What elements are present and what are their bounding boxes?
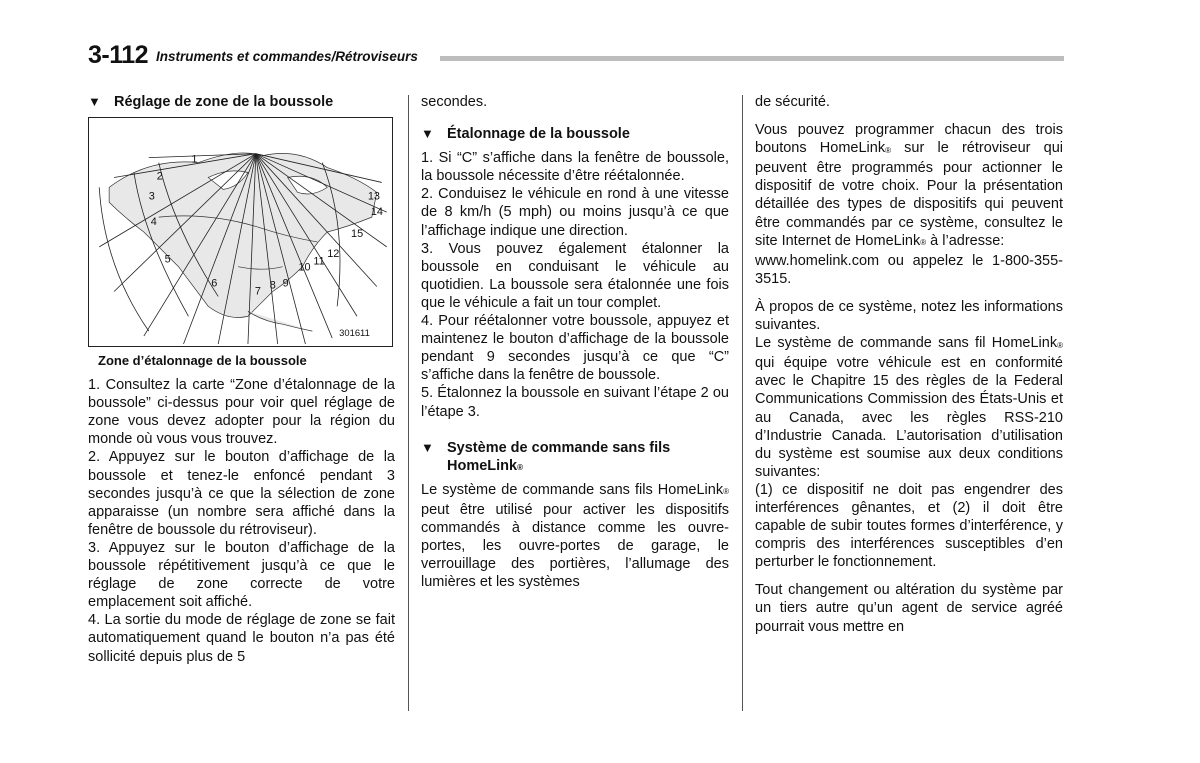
compass-zone-map-drawing	[89, 118, 392, 346]
section-title: Instruments et commandes/Rétroviseurs	[156, 49, 418, 64]
zone-label-7: 7	[254, 285, 261, 298]
compass-zone-map	[88, 117, 393, 347]
zone-label-9: 9	[282, 277, 289, 290]
column-divider	[408, 95, 409, 711]
column-1	[88, 93, 395, 666]
figure-code: 301611	[339, 327, 370, 339]
zone-label-12: 12	[327, 247, 340, 260]
zone-step-4: 4. La sortie du mode de réglage de zone se fait automatiquement quand le bouton n’a pas été sollicité depuis plus de 5	[88, 612, 395, 665]
triangle-bullet-icon: ▼	[88, 94, 101, 109]
zone-label-11: 11	[313, 255, 325, 268]
conditions-text: (1) ce dispositif ne doit pas engendrer des interférences gênantes, et (2) il doit être capable de subir toutes formes d’interférence, y compris des interférences susceptibles d’en perturber le fonctionnement.	[755, 481, 1063, 571]
heading-homelink: ▼ Système de commande sans fils HomeLink®	[421, 439, 671, 474]
zone-label-8: 8	[269, 279, 276, 292]
cal-step-2: 2. Conduisez le véhicule en rond à une vitesse de 8 km/h (5 mph) ou moins jusqu’à ce que l’affichage indique une direction.	[421, 186, 729, 239]
heading-zone: ▼ Réglage de zone de la boussole	[88, 94, 334, 110]
page-number: 3-112	[88, 41, 149, 69]
zone-label-1: 1	[191, 153, 198, 166]
page-header	[88, 40, 1064, 70]
cal-step-5: 5. Étalonnez la boussole en suivant l’étape 2 ou l’étape 3.	[421, 385, 729, 420]
heading-calibration: ▼ Étalonnage de la boussole	[421, 126, 630, 143]
zone-step-2: 2. Appuyez sur le bouton d’affichage de la boussole et tenez-le enfoncé pendant 3 secondes jusqu’à ce que la sélection de zone apparaisse (un nombre sera affiché dans la fenêtre de boussole du rétroviseur).	[88, 449, 395, 538]
zone-label-6: 6	[211, 277, 218, 290]
zone-label-3: 3	[148, 190, 155, 203]
homelink-contact: www.homelink.com ou appelez le 1-800-355-3515.	[755, 252, 1063, 287]
zone-label-5: 5	[164, 253, 171, 266]
figure-caption: Zone d’étalonnage de la boussole	[98, 353, 307, 369]
homelink-programming: Vous pouvez programmer chacun des trois boutons HomeLink® sur le rétroviseur qui peuvent être programmés pour actionner le dispositif de votre choix. Pour la présentation détaillée des types de dispositifs qui peuvent être commandés par ce système, consultez le site Internet de HomeLink® à l’adresse:	[755, 122, 1063, 249]
column-2	[421, 93, 729, 591]
cal-step-1: 1. Si “C” s’affiche dans la fenêtre de boussole, la boussole nécessite d’être réétalonnée.	[421, 150, 729, 185]
header-rule	[440, 56, 1064, 61]
modification-warning: Tout changement ou altération du système par un tiers autre qu’un agent de service agréé pourrait vous mettre en	[755, 582, 1063, 635]
zone-label-4: 4	[150, 216, 157, 229]
column-3	[755, 93, 1063, 636]
zone-label-15: 15	[351, 228, 364, 241]
zone-label-10: 10	[298, 261, 311, 274]
zone-label-14: 14	[370, 206, 383, 219]
triangle-bullet-icon: ▼	[421, 439, 434, 455]
triangle-bullet-icon: ▼	[421, 126, 434, 142]
zone-label-13: 13	[367, 190, 381, 203]
homelink-intro: Le système de commande sans fils HomeLink® peut être utilisé pour activer les dispositifs commandés à distance comme les ouvre-portes, les ouvre-portes de garage, le verrouillage des portières, l’allumage des lumières et les systèmes	[421, 481, 729, 591]
zone-step-1: 1. Consultez la carte “Zone d’étalonnage de la boussole” ci-dessus pour voir quel réglage de zone vous devez adopter pour la région du monde où vous vous trouvez.	[88, 377, 395, 448]
zone-label-2: 2	[156, 170, 163, 183]
notice-intro: À propos de ce système, notez les informations suivantes.	[755, 298, 1063, 334]
continued-text: de sécurité.	[755, 94, 830, 110]
continued-text: secondes.	[421, 94, 488, 110]
zone-step-3: 3. Appuyez sur le bouton d’affichage de la boussole répétitivement jusqu’à ce que le réglage de zone correcte de votre emplacement soit affiché.	[88, 539, 395, 611]
column-divider	[742, 95, 743, 711]
cal-step-4: 4. Pour réétalonner votre boussole, appuyez et maintenez le bouton d’affichage de la boussole pendant 9 secondes jusqu’à ce que “C” s’affiche dans la fenêtre de boussole.	[421, 313, 729, 384]
compliance-text: Le système de commande sans fil HomeLink® qui équipe votre véhicule est en conformité avec le Chapitre 15 des règles de la Federal Communications Commission des États-Unis et au Canada, avec les règles RSS-210 d’Industrie Canada. L’autorisation d’utilisation du système est soumise aux deux conditions suivantes:	[755, 335, 1063, 480]
cal-step-3: 3. Vous pouvez également étalonner la boussole en conduisant le véhicule au quotidien. La boussole sera étalonnée une fois que le véhicule a fait un tour complet.	[421, 240, 729, 311]
